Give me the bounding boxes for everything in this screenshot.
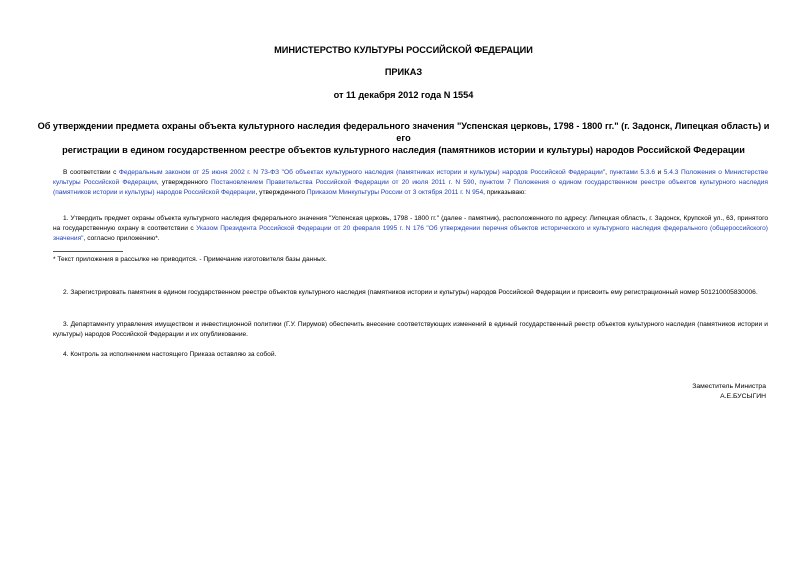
item-3-paragraph: 3. Департаменту управления имуществом и инвестиционной политики (Г.У. Пирумов) обеспечить внесение соответствующих изменений в единый государственный реестр объектов культурного наследия (памятников истории и культуры) народов Российской Федерации и их опубликование. [53, 321, 768, 338]
signature-name: А.Е.БУСЫГИН [720, 393, 766, 400]
document-type-heading: ПРИКАЗ [384, 67, 423, 77]
link-presidential-decree-176[interactable]: Указом Президента Российской Федерации от 20 февраля 1995 г. N 176 "Об утверждении перечня объектов исторического и культурного наследия федерального (общероссийского) значения" [53, 225, 768, 242]
footnote: * Текст приложения в рассылке не приводится. - Примечание изготовителя базы данных. [53, 256, 327, 263]
item-1-text-2: , согласно приложению*. [83, 235, 160, 242]
ministry-heading: МИНИСТЕРСТВО КУЛЬТУРЫ РОССИЙСКОЙ ФЕДЕРАЦИИ [274, 45, 533, 55]
preamble-text-7: , приказываю: [483, 189, 526, 196]
link-registry-regulation-clause-7[interactable]: пунктом 7 Положения о едином государственном реестре объектов культурного наследия (памятников истории и культуры) народов Российской Федерации [53, 179, 768, 196]
document-title [30, 120, 777, 156]
item-4-paragraph: 4. Контроль за исполнением настоящего Приказа оставляю за собой. [63, 351, 277, 358]
title-line-1: Об утверждении предмета охраны объекта культурного наследия федерального значения "Успенская церковь, 1798 - 1800 гг." (г. Задонск, Липецкая область) и его [37, 121, 770, 143]
link-clause-5-3-6[interactable]: пунктами 5.3.6 [609, 169, 656, 176]
signature-position: Заместитель Министра [692, 383, 766, 390]
item-1-text-1: 1. Утвердить предмет охраны объекта культурного наследия федерального значения "Успенская церковь, 1798 - 1800 гг." (далее - памятник), расположенного по адресу: Липецкая область, г. Задонск, Крупской ул., 63, принятого на государственную охрану в соответствии с [53, 215, 768, 232]
preamble-text-2: , [605, 169, 610, 176]
document-date-heading: от 11 декабря 2012 года N 1554 [333, 90, 474, 100]
item-2-paragraph: 2. Зарегистрировать памятник в едином государственном реестре объектов культурного наследия (памятников истории и культуры) народов Российской Федерации и присвоить ему регистрационный номер 501210005830006. [63, 289, 758, 296]
link-federal-law-73fz[interactable]: Федеральным законом от 25 июня 2002 г. N 73-ФЗ "Об объектах культурного наследия (памятниках истории и культуры) народов Российской Федерации" [118, 169, 606, 176]
item-1-paragraph [53, 214, 768, 244]
title-line-2: регистрации в едином государственном реестре объектов культурного наследия (памятников истории и культуры) народов Российской Федерации [62, 145, 745, 155]
link-clause-5-4-3[interactable]: 5.4.3 Положения о Министерстве культуры Российской Федерации [53, 169, 769, 186]
preamble-text-6: , утвержденного [255, 189, 307, 196]
preamble-text-5: , [474, 179, 480, 186]
footnote-separator [53, 251, 123, 252]
link-minculture-order-954[interactable]: Приказом Минкультуры России от 3 октября 2011 г. N 954 [306, 189, 484, 196]
preamble-text-3: и [655, 169, 664, 176]
preamble-text-1: В соответствии с [63, 169, 119, 176]
link-government-decree-590[interactable]: Постановлением Правительства Российской Федерации от 20 июля 2011 г. N 590 [210, 179, 475, 186]
preamble-paragraph [53, 168, 768, 198]
preamble-text-4: , утвержденного [156, 179, 211, 186]
